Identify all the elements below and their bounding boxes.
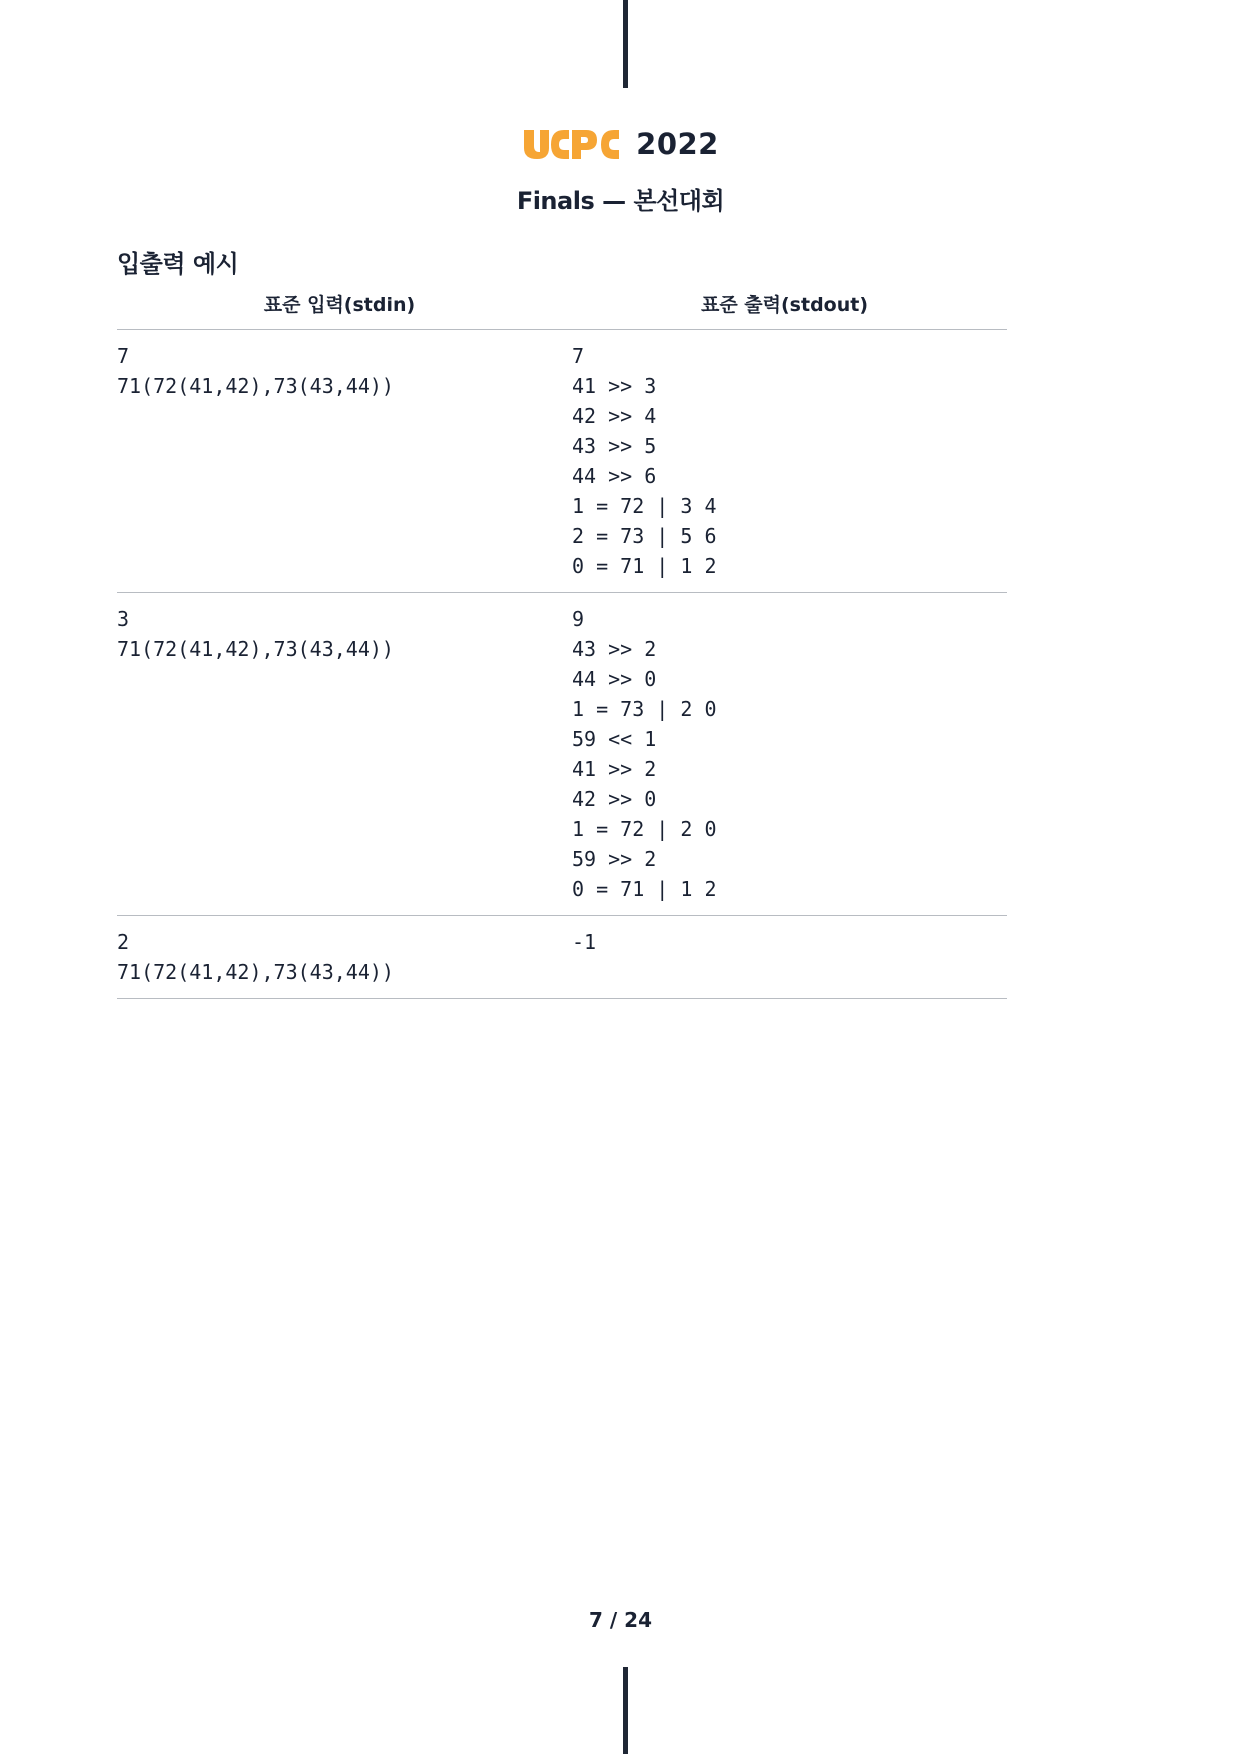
output-cell — [562, 330, 1007, 593]
page-number: 7 / 24 — [589, 1608, 652, 1632]
code-line: 0 = 71 | 1 2 — [572, 877, 717, 901]
code-line: 42 >> 0 — [572, 787, 657, 811]
input-cell — [117, 916, 562, 999]
table-row — [117, 330, 1007, 593]
table-header-row — [117, 286, 1007, 330]
code-line: 43 >> 2 — [572, 637, 657, 661]
output-cell — [562, 593, 1007, 916]
code-line: 1 = 72 | 3 4 — [572, 494, 717, 518]
code-line: 41 >> 2 — [572, 757, 657, 781]
code-line: 2 — [117, 930, 130, 954]
code-line: 42 >> 4 — [572, 404, 657, 428]
section-title: 입출력 예시 — [117, 250, 239, 278]
table-row — [117, 916, 1007, 999]
input-cell — [117, 593, 562, 916]
column-header-input: 표준 입력(stdin) — [117, 286, 562, 330]
contest-logo — [0, 126, 1241, 166]
code-line: 43 >> 5 — [572, 434, 657, 458]
code-line: -1 — [572, 930, 597, 954]
code-line: 71(72(41,42),73(43,44)) — [117, 960, 394, 984]
code-line: 41 >> 3 — [572, 374, 657, 398]
code-line: 59 << 1 — [572, 727, 657, 751]
code-line: 71(72(41,42),73(43,44)) — [117, 637, 394, 661]
code-line: 44 >> 0 — [572, 667, 657, 691]
code-line: 59 >> 2 — [572, 847, 657, 871]
code-line: 3 — [117, 607, 130, 631]
code-line: 0 = 71 | 1 2 — [572, 554, 717, 578]
code-line: 2 = 73 | 5 6 — [572, 524, 717, 548]
column-header-output: 표준 출력(stdout) — [562, 286, 1007, 330]
input-cell — [117, 330, 562, 593]
code-line: 9 — [572, 607, 585, 631]
code-line: 44 >> 6 — [572, 464, 657, 488]
table-row — [117, 593, 1007, 916]
code-line: 1 = 72 | 2 0 — [572, 817, 717, 841]
code-line: 1 = 73 | 2 0 — [572, 697, 717, 721]
top-binding-bar — [623, 0, 628, 88]
code-line: 7 — [117, 344, 130, 368]
code-line: 7 — [572, 344, 585, 368]
bottom-binding-bar — [623, 1667, 628, 1754]
logo-text: UCPC — [522, 126, 525, 127]
contest-year: 2022 — [636, 127, 719, 161]
page-subtitle: Finals — 본선대회 — [516, 187, 725, 215]
code-line: 71(72(41,42),73(43,44)) — [117, 374, 394, 398]
output-cell — [562, 916, 1007, 999]
io-example-table — [117, 286, 1007, 999]
ucpc-logo-mark — [522, 126, 630, 162]
